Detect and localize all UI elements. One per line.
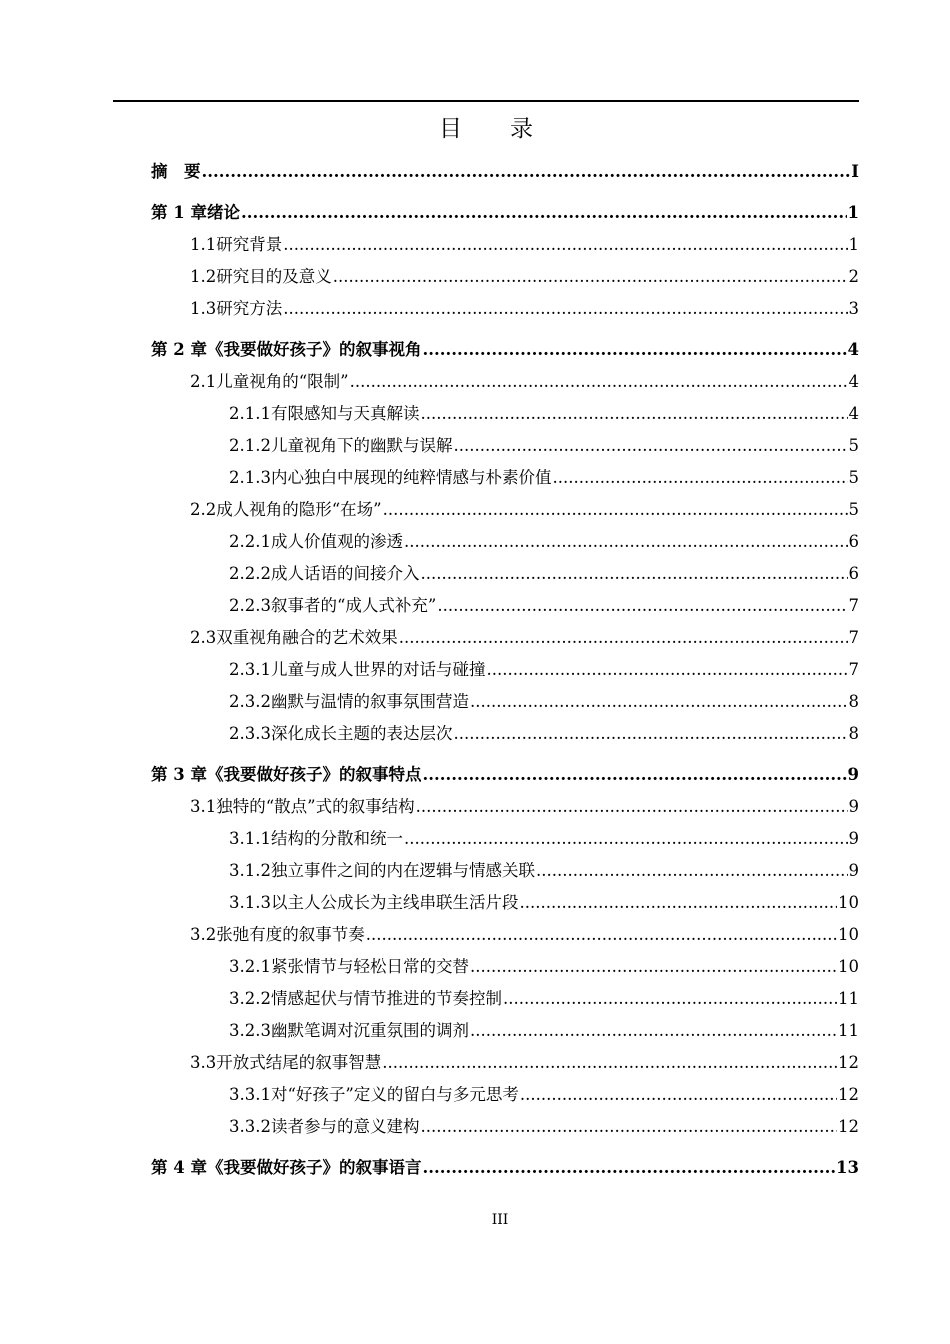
toc-dot-leader [350, 370, 848, 394]
toc-dot-leader [416, 795, 848, 819]
toc-dot-leader [519, 891, 837, 915]
toc-chapter-entry[interactable] [151, 201, 859, 225]
toc-entry-number: 摘 要 [151, 162, 201, 181]
toc-dot-leader [383, 498, 848, 522]
toc-entry-label: 儿童视角的“限制” [216, 372, 349, 391]
toc-entry-number: 2.2 [190, 500, 217, 519]
toc-section-entry[interactable] [190, 1051, 859, 1075]
toc-subsection-entry[interactable] [229, 466, 859, 490]
toc-entry-page: 12 [838, 1085, 859, 1104]
toc-entry-label: 研究目的及意义 [216, 267, 332, 286]
toc-entry-page: 3 [848, 299, 859, 318]
toc-dot-leader [470, 955, 837, 979]
toc-entry-page: 6 [848, 532, 859, 551]
toc-entry-number: 2.1.2 [229, 436, 271, 455]
toc-entry-page: 4 [847, 340, 859, 359]
toc-chapter-entry[interactable] [151, 1156, 859, 1180]
toc-chapter-entry[interactable] [151, 160, 859, 184]
toc-entry-page: 4 [848, 404, 859, 423]
toc-entry-number: 2.3.1 [229, 660, 271, 679]
toc-entry-number: 2.3.3 [229, 724, 271, 743]
toc-entry-label: 读者参与的意义建构 [270, 1117, 420, 1136]
toc-title-char-1: 目 [439, 116, 462, 142]
toc-entry-number: 3.1 [190, 797, 217, 816]
toc-entry-number: 3.2.2 [229, 989, 271, 1008]
toc-entry-number: 第 1 章 [151, 203, 207, 222]
toc-entry-number: 2.3 [190, 628, 217, 647]
toc-entry-number: 2.3.2 [229, 692, 271, 711]
toc-dot-leader [470, 1019, 837, 1043]
toc-entry-page: 1 [848, 235, 859, 254]
toc-entry-number: 3.3.1 [229, 1085, 271, 1104]
toc-dot-leader [420, 402, 847, 426]
toc-entry-number: 第 2 章 [151, 340, 207, 359]
toc-entry-label: 深化成长主题的表达层次 [270, 724, 453, 743]
toc-dot-leader [333, 265, 848, 289]
toc-subsection-entry[interactable] [229, 859, 859, 883]
toc-subsection-entry[interactable] [229, 1019, 859, 1043]
toc-subsection-entry[interactable] [229, 891, 859, 915]
toc-entry-number: 1.3 [190, 299, 217, 318]
toc-entry-page: 7 [848, 628, 859, 647]
toc-entry-page: 9 [848, 861, 859, 880]
toc-dot-leader [422, 1156, 835, 1180]
toc-dot-leader [552, 466, 847, 490]
toc-entry-page: 11 [838, 989, 859, 1008]
toc-entry-label: 幽默与温情的叙事氛围营造 [270, 692, 469, 711]
toc-subsection-entry[interactable] [229, 658, 859, 682]
toc-chapter-entry[interactable] [151, 763, 859, 787]
toc-entry-page: 13 [836, 1158, 859, 1177]
toc-entry-number: 第 4 章 [151, 1158, 207, 1177]
toc-entry-label: 《我要做好孩子》的叙事语言 [206, 1158, 422, 1177]
toc-entry-number: 3.1.3 [229, 893, 271, 912]
toc-dot-leader [283, 297, 847, 321]
toc-entry-label: 开放式结尾的叙事智慧 [216, 1053, 382, 1072]
toc-entry-number: 2.2.1 [229, 532, 271, 551]
toc-section-entry[interactable] [190, 626, 859, 650]
toc-entry-label: 独特的“散点”式的叙事结构 [216, 797, 415, 816]
toc-entry-page: 9 [848, 829, 859, 848]
toc-subsection-entry[interactable] [229, 827, 859, 851]
toc-subsection-entry[interactable] [229, 722, 859, 746]
toc-entry-page: 5 [848, 468, 859, 487]
toc-dot-leader [382, 1051, 837, 1075]
toc-dot-leader [422, 338, 846, 362]
toc-entry-page: 8 [848, 724, 859, 743]
toc-entry-label: 儿童与成人世界的对话与碰撞 [270, 660, 486, 679]
toc-dot-leader [283, 233, 847, 257]
toc-entry-page: 12 [838, 1117, 859, 1136]
toc-entry-label: 情感起伏与情节推进的节奏控制 [270, 989, 502, 1008]
toc-entry-page: 10 [838, 893, 859, 912]
toc-subsection-entry[interactable] [229, 955, 859, 979]
toc-dot-leader [437, 594, 847, 618]
toc-section-entry[interactable] [190, 923, 859, 947]
toc-entry-page: 1 [847, 203, 859, 222]
toc-entry-label: 研究背景 [216, 235, 283, 254]
toc-entry-number: 3.2 [190, 925, 217, 944]
toc-subsection-entry[interactable] [229, 690, 859, 714]
toc-dot-leader [486, 658, 847, 682]
toc-entry-number: 3.2.3 [229, 1021, 271, 1040]
toc-subsection-entry[interactable] [229, 530, 859, 554]
toc-entry-number: 3.3.2 [229, 1117, 271, 1136]
toc-entry-page: 7 [848, 660, 859, 679]
page-number: III [491, 1212, 509, 1228]
toc-entry-label: 内心独白中展现的纯粹情感与朴素价值 [270, 468, 552, 487]
toc-dot-leader [520, 1083, 837, 1107]
toc-subsection-entry[interactable] [229, 594, 859, 618]
toc-dot-leader [453, 434, 847, 458]
toc-title-char-2: 录 [510, 116, 533, 142]
toc-entry-label: 成人视角的隐形“在场” [216, 500, 382, 519]
toc-entry-label: 叙事者的“成人式补充” [270, 596, 437, 615]
toc-subsection-entry[interactable] [229, 1115, 859, 1139]
toc-entry-label: 幽默笔调对沉重氛围的调剂 [270, 1021, 469, 1040]
toc-entry-page: 5 [848, 500, 859, 519]
toc-entry-label: 结构的分散和统一 [270, 829, 403, 848]
toc-entry-number: 3.3 [190, 1053, 217, 1072]
toc-entry-label: 对“好孩子”定义的留白与多元思考 [270, 1085, 519, 1104]
toc-entry-number: 2.1 [190, 372, 217, 391]
toc-dot-leader [420, 562, 847, 586]
toc-entry-label: 研究方法 [216, 299, 283, 318]
toc-entry-number: 2.1.3 [229, 468, 271, 487]
toc-subsection-entry[interactable] [229, 1083, 859, 1107]
toc-section-entry[interactable] [190, 233, 859, 257]
toc-entry-label: 双重视角融合的艺术效果 [216, 628, 398, 647]
toc-section-entry[interactable] [190, 370, 859, 394]
toc-entry-label: 成人话语的间接介入 [270, 564, 420, 583]
toc-entry-number: 3.1.2 [229, 861, 271, 880]
toc-subsection-entry[interactable] [229, 987, 859, 1011]
toc-entry-number: 2.1.1 [229, 404, 271, 423]
toc-subsection-entry[interactable] [229, 562, 859, 586]
toc-entry-page: 10 [838, 957, 859, 976]
toc-entry-number: 2.2.3 [229, 596, 271, 615]
toc-entry-page: 9 [847, 765, 859, 784]
toc-section-entry[interactable] [190, 297, 859, 321]
toc-dot-leader [241, 201, 847, 225]
toc-dot-leader [420, 1115, 837, 1139]
toc-entry-label: 《我要做好孩子》的叙事特点 [206, 765, 422, 784]
toc-section-entry[interactable] [190, 498, 859, 522]
toc-dot-leader [453, 722, 847, 746]
toc-entry-label: 独立事件之间的内在逻辑与情感关联 [270, 861, 535, 880]
toc-entry-label: 张弛有度的叙事节奏 [216, 925, 365, 944]
toc-entry-page: 11 [838, 1021, 859, 1040]
toc-dot-leader [399, 626, 848, 650]
toc-entry-number: 2.2.2 [229, 564, 271, 583]
toc-entry-page: 4 [848, 372, 859, 391]
toc-entry-number: 1.2 [190, 267, 217, 286]
toc-chapter-entry[interactable] [151, 338, 859, 362]
toc-dot-leader [404, 530, 848, 554]
toc-entry-number: 3.2.1 [229, 957, 271, 976]
toc-entry-page: 10 [838, 925, 859, 944]
toc-dot-leader [366, 923, 837, 947]
toc-entry-page: 2 [848, 267, 859, 286]
toc-entry-page: 7 [848, 596, 859, 615]
toc-entry-page: 9 [848, 797, 859, 816]
toc-dot-leader [404, 827, 848, 851]
toc-entry-page: 8 [848, 692, 859, 711]
toc-subsection-entry[interactable] [229, 434, 859, 458]
toc-subsection-entry[interactable] [229, 402, 859, 426]
toc-entry-page: I [851, 162, 859, 181]
toc-entry-label: 有限感知与天真解读 [270, 404, 420, 423]
toc-entry-number: 3.1.1 [229, 829, 271, 848]
toc-entry-page: 5 [848, 436, 859, 455]
toc-dot-leader [470, 690, 848, 714]
toc-dot-leader [422, 763, 846, 787]
toc-entry-label: 紧张情节与轻松日常的交替 [270, 957, 469, 976]
toc-entry-number: 1.1 [190, 235, 217, 254]
toc-dot-leader [202, 160, 851, 184]
toc-dot-leader [536, 859, 848, 883]
toc-entry-label: 以主人公成长为主线串联生活片段 [270, 893, 519, 912]
toc-entry-label: 成人价值观的渗透 [270, 532, 403, 551]
toc-entry-label: 绪论 [206, 203, 240, 222]
toc-entry-number: 第 3 章 [151, 765, 207, 784]
toc-section-entry[interactable] [190, 265, 859, 289]
toc-section-entry[interactable] [190, 795, 859, 819]
toc-dot-leader [503, 987, 837, 1011]
toc-entry-label: 《我要做好孩子》的叙事视角 [206, 340, 422, 359]
toc-entry-page: 12 [838, 1053, 859, 1072]
toc-entry-label: 儿童视角下的幽默与误解 [270, 436, 453, 455]
toc-entry-page: 6 [848, 564, 859, 583]
